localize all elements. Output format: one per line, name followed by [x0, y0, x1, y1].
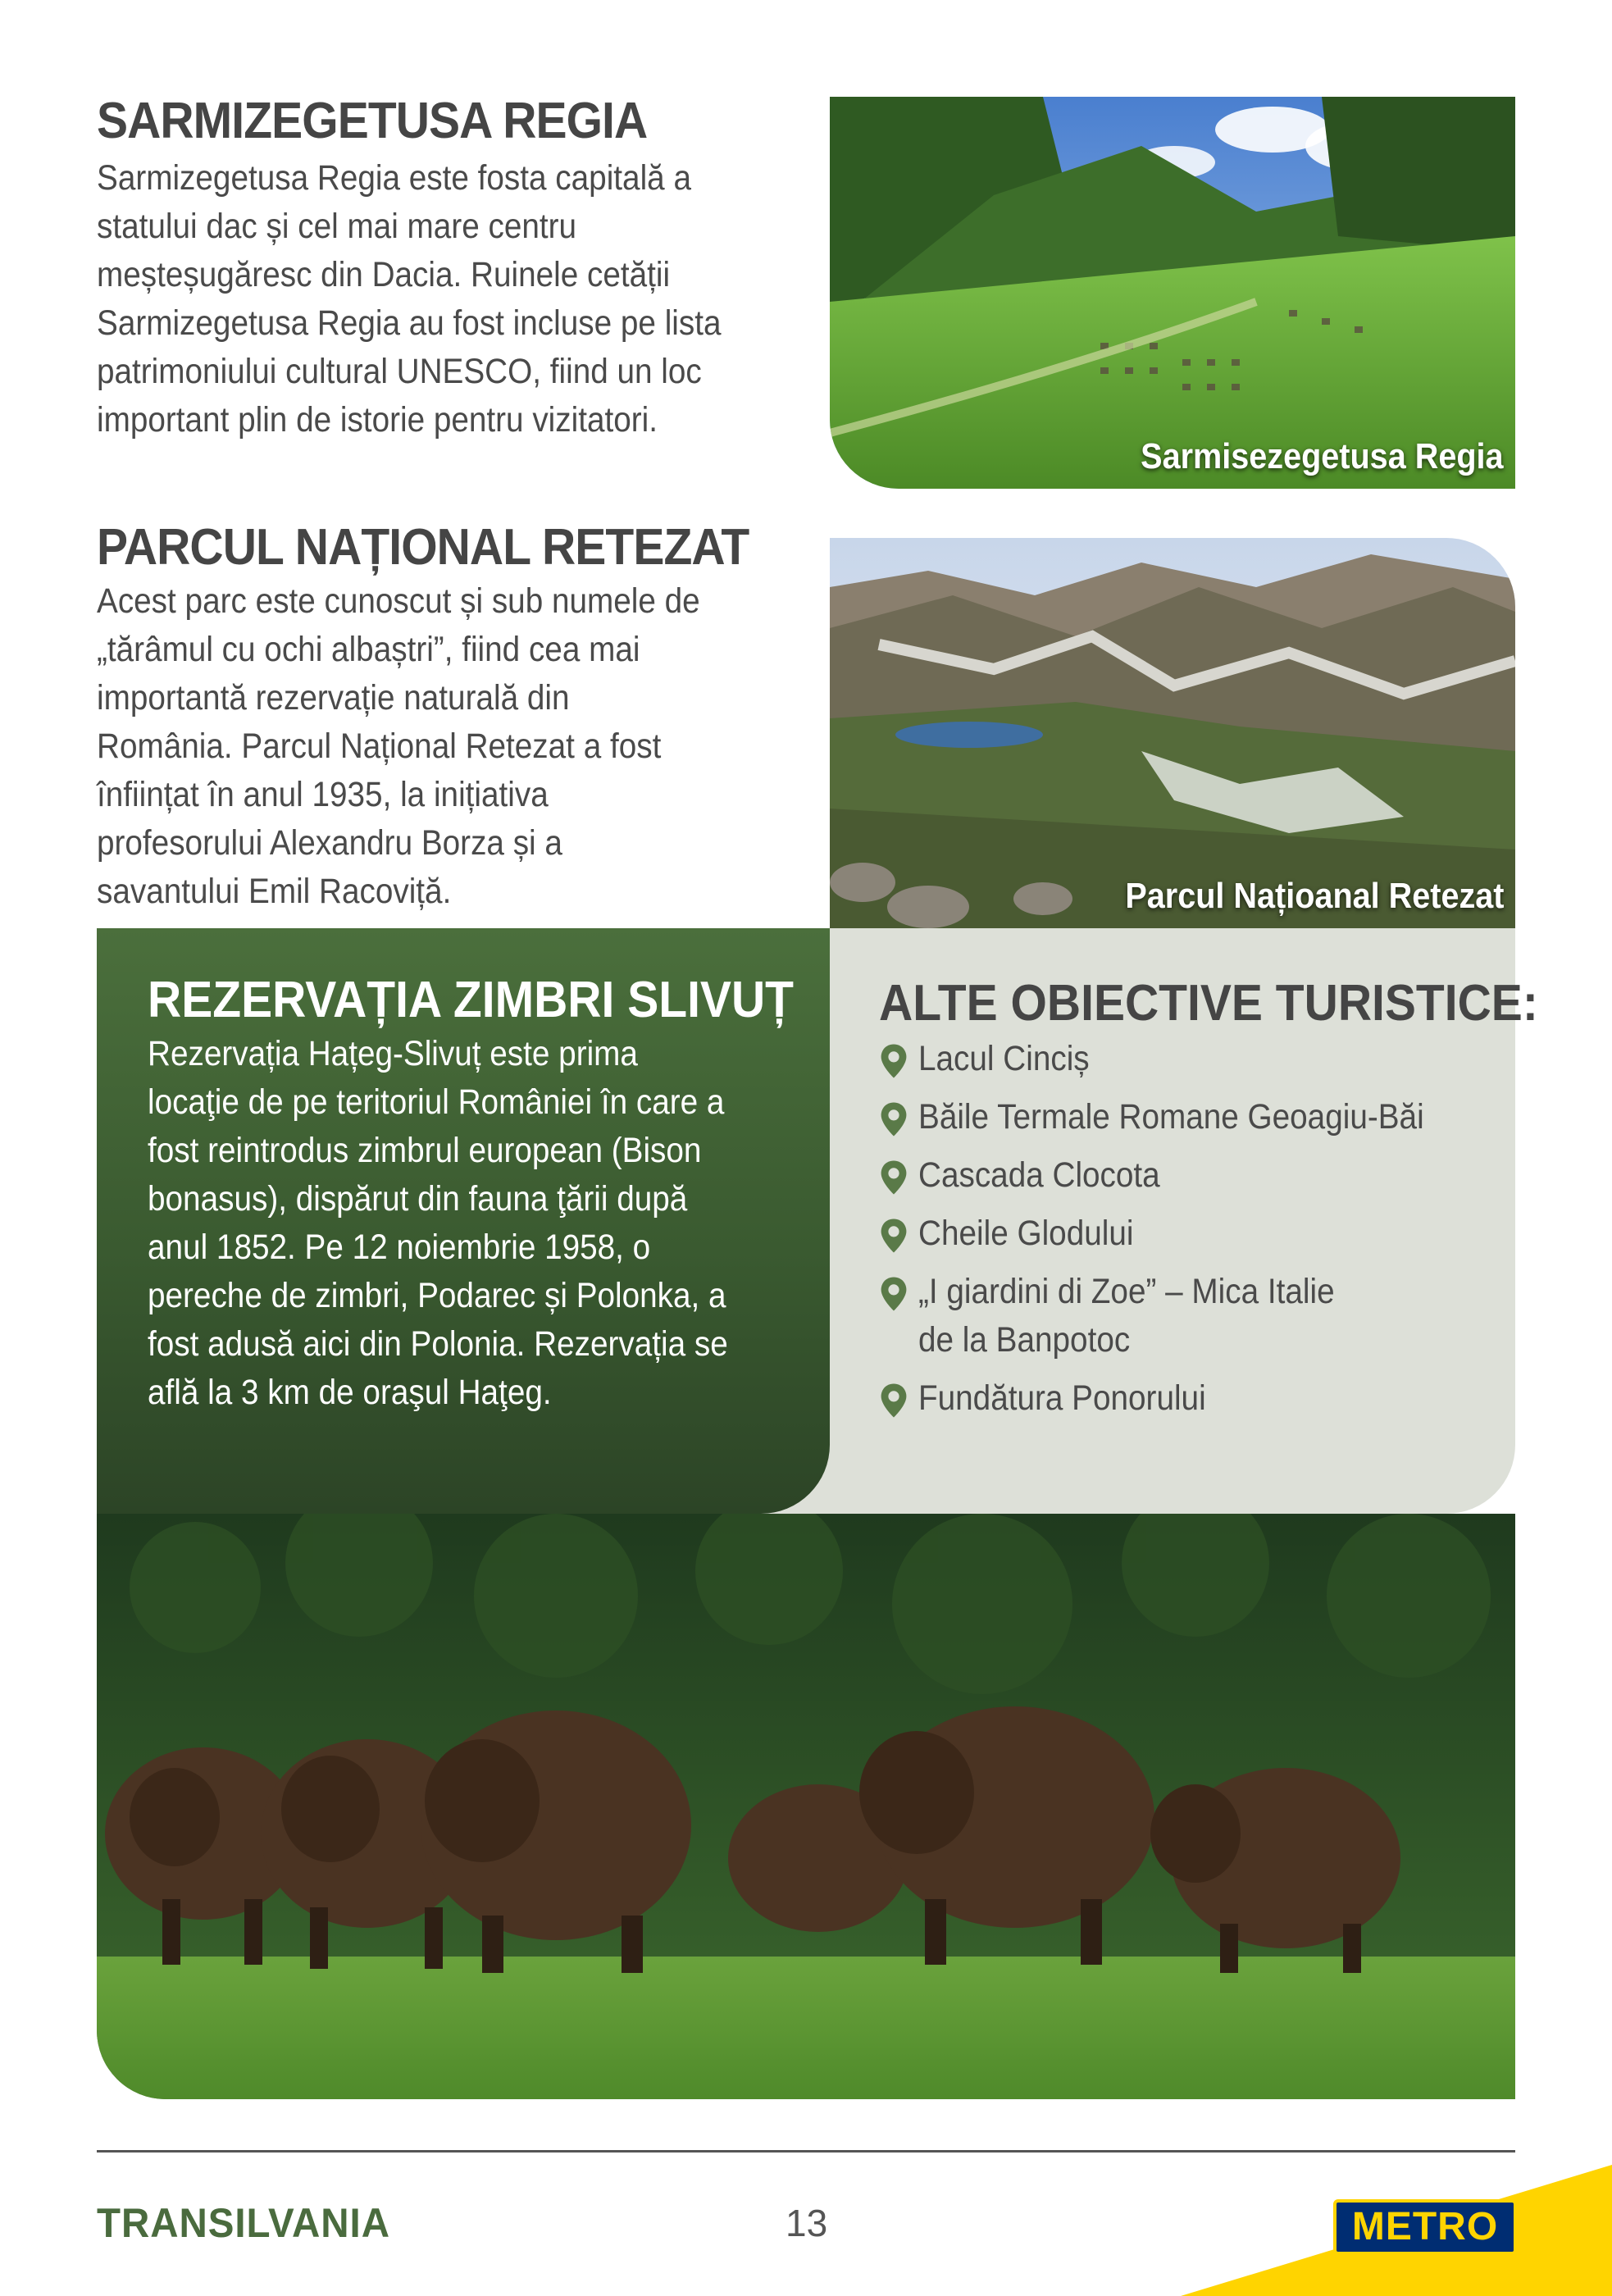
page-number: 13	[786, 2202, 828, 2244]
attraction-label: Cheile Glodului	[918, 1214, 1134, 1253]
attraction-label: Lacul Cinciș	[918, 1039, 1090, 1078]
zimbri-title: REZERVAȚIA ZIMBRI SLIVUȚ	[148, 972, 795, 1028]
attraction-label: Cascada Clocota	[918, 1155, 1160, 1195]
retezat-landscape-image	[830, 538, 1515, 928]
map-pin-icon	[879, 1383, 908, 1419]
footer-section-name: TRANSILVANIA	[97, 2200, 390, 2246]
regia-photo	[830, 97, 1515, 489]
attractions-list	[879, 1035, 1591, 1433]
list-item	[879, 1374, 1591, 1423]
retezat-caption: Parcul Națioanal Retezat	[1124, 876, 1504, 916]
attraction-label: „I giardini di Zoe” – Mica Italie de la Banpotoc	[918, 1272, 1335, 1360]
attraction-label: Fundătura Ponorului	[918, 1378, 1206, 1418]
map-pin-icon	[879, 1101, 908, 1137]
zimbri-panel	[97, 928, 830, 1514]
zimbri-text: Rezervația Hațeg-Slivuț este prima locaţie de pe teritoriul României în care a fost reintrodus zimbrul european (Bison bonasus), dispărut din fauna ţării după anul 1852. Pe 12 noiembrie 1958, o pereche de zimbri, Podarec și Polonka, a fost adusă aici din Polonia. Rezervația se află la 3 km de oraşul Haţeg.	[148, 1034, 728, 1412]
retezat-photo	[830, 538, 1515, 928]
regia-text: Sarmizegetusa Regia este fosta capitală a statului dac și cel mai mare centru meșteșugăresc din Dacia. Ruinele cetății Sarmizegetusa Regia au fost incluse pe lista patrimoniului cultural UNESCO, fiind un loc important plin de istorie pentru vizitatori.	[97, 158, 722, 440]
map-pin-icon	[879, 1159, 908, 1196]
list-item	[879, 1210, 1591, 1258]
metro-logo: METRO	[1333, 2199, 1517, 2255]
map-pin-icon	[879, 1276, 908, 1312]
bison-herd-image	[97, 1514, 1515, 2099]
attraction-label: Băile Termale Romane Geoagiu-Băi	[918, 1097, 1424, 1137]
bison-photo	[97, 1514, 1515, 2099]
footer-divider	[97, 2150, 1515, 2152]
map-pin-icon	[879, 1043, 908, 1079]
regia-caption: Sarmisezegetusa Regia	[1141, 436, 1504, 476]
retezat-text: Acest parc este cunoscut și sub numele de „tărâmul cu ochi albaștri”, fiind cea mai importantă rezervație naturală din România. Parcul Național Retezat a fost înființat în anul 1935, la inițiativa profesorului Alexandru Borza și a savantului Emil Racoviță.	[97, 581, 700, 911]
list-item	[879, 1035, 1591, 1083]
regia-title: SARMIZEGETUSA REGIA	[97, 93, 648, 149]
retezat-title: PARCUL NAȚIONAL RETEZAT	[97, 519, 749, 576]
list-item	[879, 1093, 1591, 1141]
regia-landscape-image	[830, 97, 1515, 489]
attractions-panel	[753, 928, 1538, 1514]
attractions-title: ALTE OBIECTIVE TURISTICE:	[879, 975, 1538, 1032]
list-item	[879, 1151, 1591, 1200]
map-pin-icon	[879, 1218, 908, 1254]
list-item	[879, 1268, 1591, 1364]
